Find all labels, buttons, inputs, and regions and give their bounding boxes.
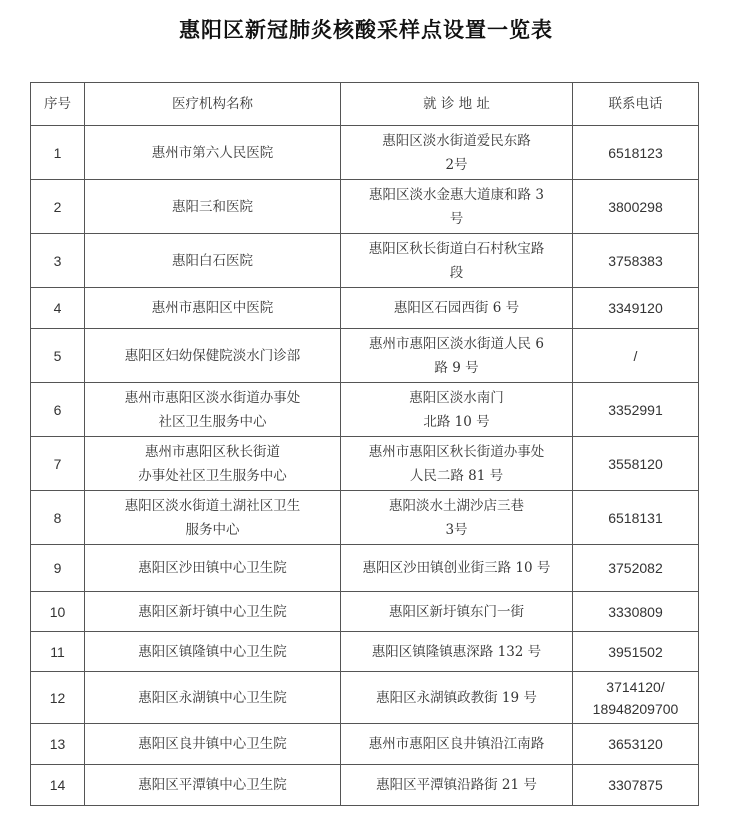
table-header-row (31, 83, 699, 126)
cell-index: 14 (31, 765, 85, 806)
cell-address: 惠阳淡水土湖沙店三巷 3号 (341, 491, 573, 545)
cell-index: 6 (31, 383, 85, 437)
cell-institution-name: 惠阳区镇隆镇中心卫生院 (85, 632, 341, 672)
cell-address: 惠阳区淡水街道爱民东路 2号 (341, 126, 573, 180)
cell-institution-name: 惠阳区良井镇中心卫生院 (85, 724, 341, 765)
table-row (31, 592, 699, 632)
table-row (31, 329, 699, 383)
table-row (31, 672, 699, 724)
cell-address: 惠阳区新圩镇东门一街 (341, 592, 573, 632)
table-row (31, 383, 699, 437)
table-row (31, 288, 699, 329)
cell-phone: 3558120 (573, 437, 699, 491)
cell-index: 7 (31, 437, 85, 491)
cell-address: 惠阳区石园西街 6 号 (341, 288, 573, 329)
cell-institution-name: 惠阳区妇幼保健院淡水门诊部 (85, 329, 341, 383)
cell-index: 13 (31, 724, 85, 765)
cell-address: 惠阳区平潭镇沿路街 21 号 (341, 765, 573, 806)
table-row (31, 724, 699, 765)
cell-phone: 3758383 (573, 234, 699, 288)
cell-institution-name: 惠州市惠阳区秋长街道 办事处社区卫生服务中心 (85, 437, 341, 491)
cell-institution-name: 惠州市惠阳区淡水街道办事处 社区卫生服务中心 (85, 383, 341, 437)
cell-index: 1 (31, 126, 85, 180)
header-institution-name: 医疗机构名称 (85, 83, 341, 126)
table-row (31, 545, 699, 592)
header-address: 就 诊 地 址 (341, 83, 573, 126)
cell-institution-name: 惠阳白石医院 (85, 234, 341, 288)
cell-phone: 3714120/ 18948209700 (573, 672, 699, 724)
cell-address: 惠阳区秋长街道白石村秋宝路 段 (341, 234, 573, 288)
cell-address: 惠州市惠阳区秋长街道办事处 人民二路 81 号 (341, 437, 573, 491)
table-row (31, 180, 699, 234)
cell-phone: 3349120 (573, 288, 699, 329)
cell-institution-name: 惠州市惠阳区中医院 (85, 288, 341, 329)
cell-institution-name: 惠阳区沙田镇中心卫生院 (85, 545, 341, 592)
cell-phone: 3800298 (573, 180, 699, 234)
cell-institution-name: 惠阳三和医院 (85, 180, 341, 234)
cell-index: 5 (31, 329, 85, 383)
cell-index: 3 (31, 234, 85, 288)
cell-address: 惠阳区沙田镇创业街三路 10 号 (341, 545, 573, 592)
cell-index: 12 (31, 672, 85, 724)
cell-institution-name: 惠阳区新圩镇中心卫生院 (85, 592, 341, 632)
cell-address: 惠阳区镇隆镇惠深路 132 号 (341, 632, 573, 672)
cell-institution-name: 惠州市第六人民医院 (85, 126, 341, 180)
cell-phone: 3352991 (573, 383, 699, 437)
cell-phone: 6518131 (573, 491, 699, 545)
cell-index: 8 (31, 491, 85, 545)
table-row (31, 234, 699, 288)
table-row (31, 437, 699, 491)
cell-phone: 3307875 (573, 765, 699, 806)
cell-phone: 6518123 (573, 126, 699, 180)
cell-index: 2 (31, 180, 85, 234)
cell-phone: 3951502 (573, 632, 699, 672)
cell-index: 11 (31, 632, 85, 672)
header-phone: 联系电话 (573, 83, 699, 126)
sampling-sites-table (30, 82, 699, 806)
cell-address: 惠州市惠阳区良井镇沿江南路 (341, 724, 573, 765)
table-row (31, 491, 699, 545)
cell-institution-name: 惠阳区平潭镇中心卫生院 (85, 765, 341, 806)
table-row (31, 765, 699, 806)
table-row (31, 126, 699, 180)
cell-phone: 3752082 (573, 545, 699, 592)
page-title: 惠阳区新冠肺炎核酸采样点设置一览表 (179, 18, 553, 42)
cell-phone: 3653120 (573, 724, 699, 765)
cell-phone: / (573, 329, 699, 383)
cell-index: 9 (31, 545, 85, 592)
cell-address: 惠阳区永湖镇政教街 19 号 (341, 672, 573, 724)
cell-address: 惠州市惠阳区淡水街道人民 6 路 9 号 (341, 329, 573, 383)
cell-index: 10 (31, 592, 85, 632)
header-index: 序号 (31, 83, 85, 126)
cell-phone: 3330809 (573, 592, 699, 632)
cell-address: 惠阳区淡水南门 北路 10 号 (341, 383, 573, 437)
cell-index: 4 (31, 288, 85, 329)
cell-address: 惠阳区淡水金惠大道康和路 3 号 (341, 180, 573, 234)
table-row (31, 632, 699, 672)
cell-institution-name: 惠阳区淡水街道土湖社区卫生 服务中心 (85, 491, 341, 545)
cell-institution-name: 惠阳区永湖镇中心卫生院 (85, 672, 341, 724)
